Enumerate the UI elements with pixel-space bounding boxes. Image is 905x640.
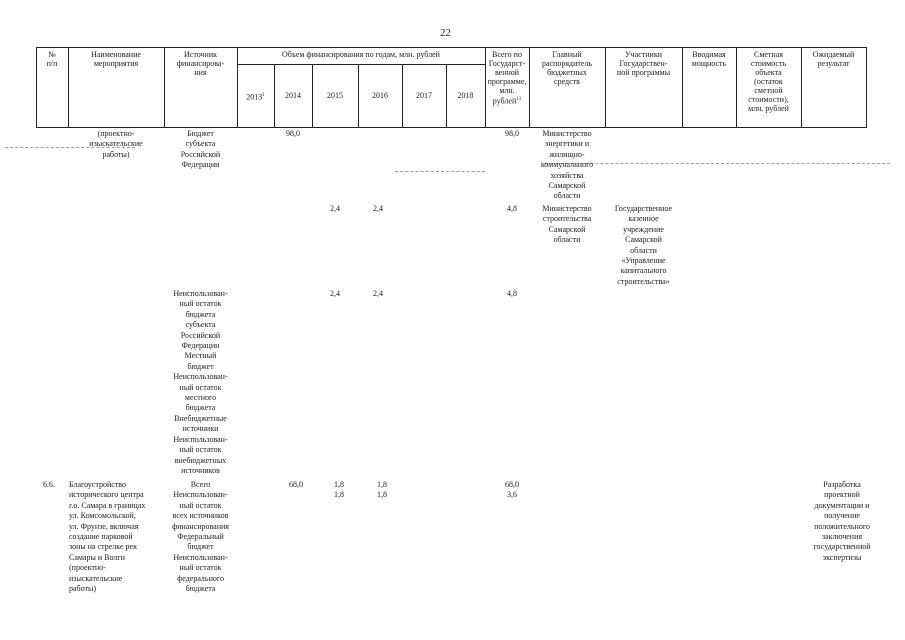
- header-total: Всего по Государст- венной программе, млн. рублей$^{13}$: [487, 50, 527, 106]
- header-number: № п/п: [46, 50, 58, 68]
- header-capacity: Вводимая мощность: [691, 50, 727, 68]
- row-2015-block3: 2,4: [330, 289, 340, 298]
- row-participant-block2: Государственное казенное учреждение Самарской области «Управление капитального строительства»: [614, 204, 673, 286]
- header-year-2015: 2015: [327, 91, 343, 100]
- header-year-2018: 2018: [457, 91, 474, 100]
- header-admin: Главный распорядитель бюджетных средств: [541, 50, 593, 86]
- scan-line: [395, 171, 485, 172]
- header-funding: Объем финансирования по годам, млн. рублей: [282, 50, 440, 59]
- row-2014-6-6: 68,0: [289, 480, 303, 489]
- row-2015-6-6: 1,8 1,8: [334, 480, 344, 500]
- header-year-2016: 2016: [372, 91, 388, 100]
- row-2016-block2: 2,4: [373, 204, 383, 213]
- page-number: 22: [440, 27, 451, 39]
- row-2016-block3: 2,4: [373, 289, 383, 298]
- row-total-block1: 98,0: [505, 129, 519, 138]
- header-year-2014: 2014: [285, 91, 301, 100]
- row-name-6-6: Благоустройство исторического центра г.о. Самара в границах ул. Комсомольской, ул. Фрунзе, включая создание парковой зоны на стрелке рек Самары и Волги (проектно- изыскательские работы): [69, 480, 146, 594]
- row-name-block1: (проектно- изыскательские работы): [89, 129, 143, 159]
- header-cost: Сметная стоимость объекта (остаток сметной стоимости), млн. рублей: [748, 50, 789, 113]
- header-name: Наименование мероприятия: [91, 50, 141, 68]
- row-result-6-6: Разработка проектной документации и получение положительного заключения государственной экспертизы: [813, 480, 871, 562]
- row-total-block2: 4,8: [507, 204, 517, 213]
- row-source-6-6: Всего Неиспользован- ный остаток всех источников финансирования Федеральный бюджет Неиспользован- ный остаток федерального бюджета: [172, 480, 229, 594]
- row-2014-block1: 98,0: [286, 129, 300, 138]
- header-result: Ожидаемый результат: [812, 50, 855, 68]
- row-2016-6-6: 1,8 1,8: [377, 480, 387, 500]
- row-admin-block1: Министерство энергетики и жилищно- коммунального хозяйства Самарской области: [540, 129, 594, 201]
- table-header: [36, 47, 866, 128]
- header-participants: Участники Государствен- ной программы: [616, 50, 671, 77]
- header-source: Источник финансирова- ния: [176, 50, 225, 77]
- row-admin-block2: Министерство строительства Самарской области: [542, 204, 592, 245]
- row-number-6-6: 6.6.: [43, 480, 55, 489]
- row-source-block1: Бюджет субъекта Российской Федерации: [180, 129, 221, 170]
- header-year-2013: 2013$^1$: [246, 92, 265, 102]
- row-2015-block2: 2,4: [330, 204, 340, 213]
- row-source-block3: Неиспользован- ный остаток бюджета субъекта Российской Федерации Местный бюджет Неиспользован- ный остаток местного бюджета Внебюджетные источники Неиспользован- ный остаток внебюджетных источников: [173, 289, 228, 475]
- header-year-2017: 2017: [416, 91, 432, 100]
- row-total-block3: 4,8: [507, 289, 517, 298]
- row-total-6-6: 68,0 3,6: [505, 480, 519, 500]
